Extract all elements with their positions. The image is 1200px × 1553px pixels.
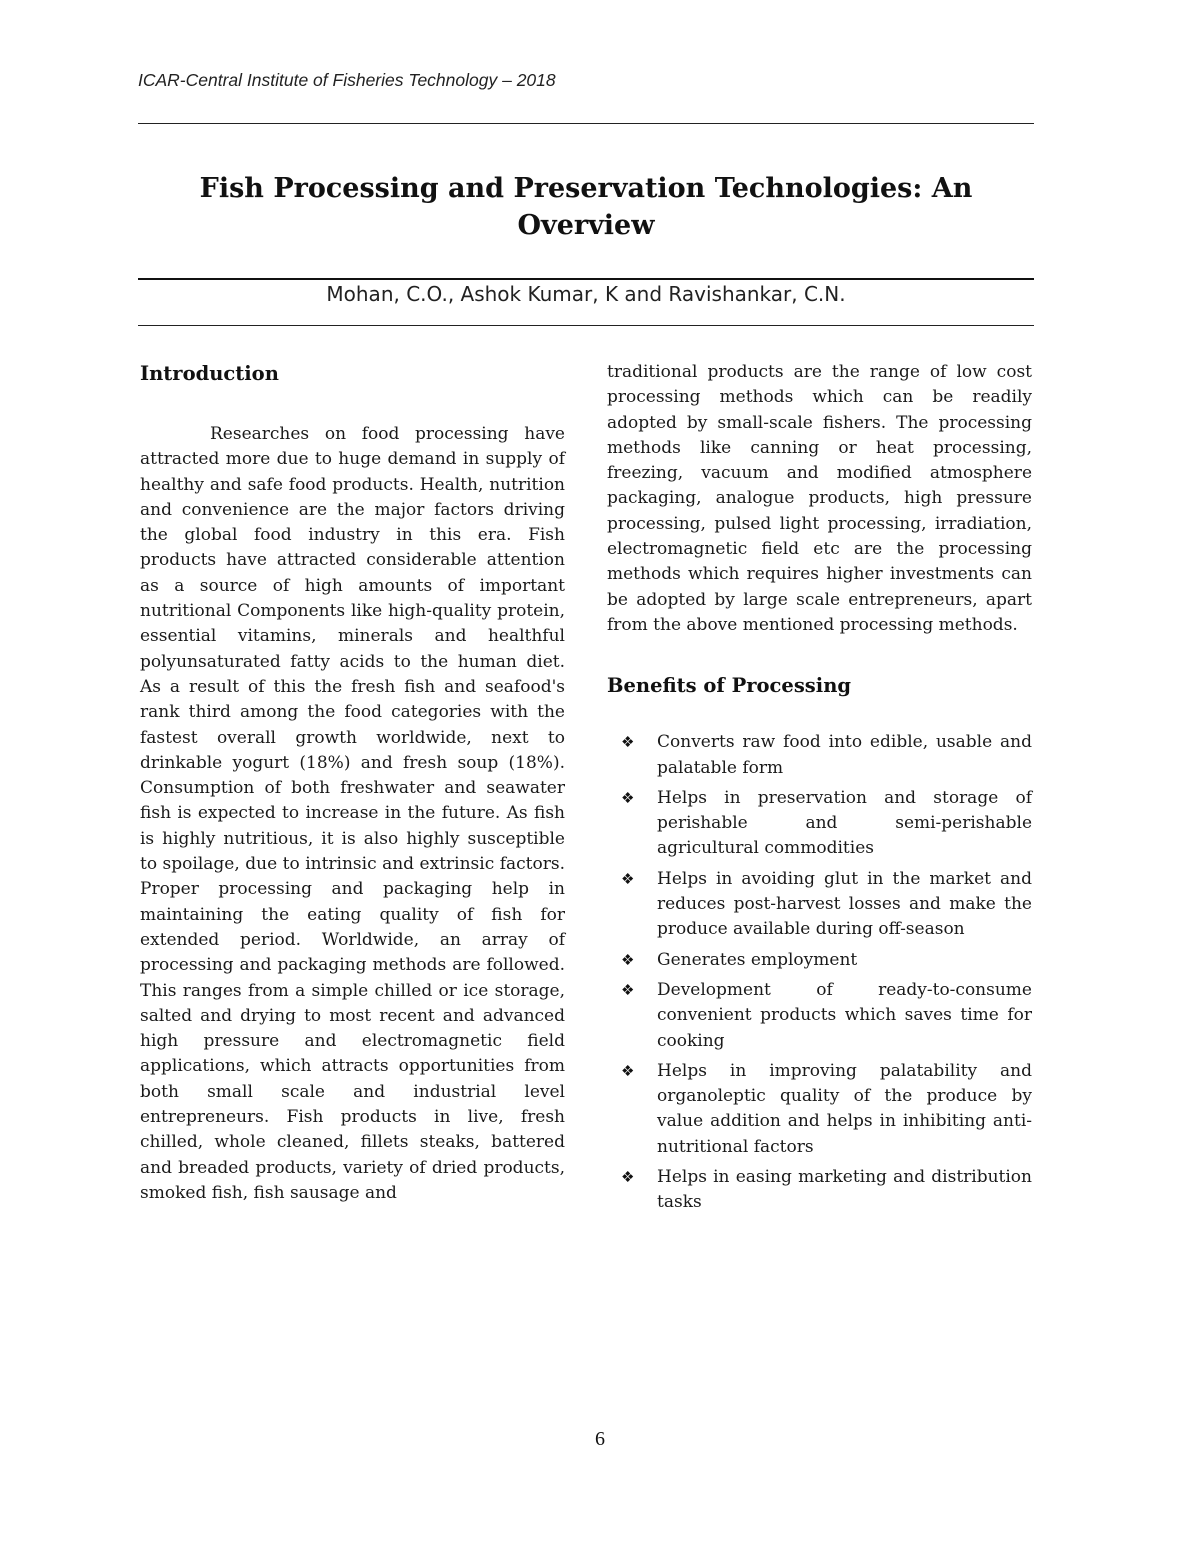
- diamond-bullet-icon: ❖: [621, 950, 635, 969]
- diamond-bullet-icon: ❖: [621, 1061, 635, 1080]
- list-item: ❖ Helps in avoiding glut in the market and reduces post-harvest losses and make the produce available during off-season: [621, 868, 1032, 940]
- list-item: ❖ Helps in preservation and storage of perishable and semi-perishable agricultural commodities: [621, 787, 1032, 859]
- diamond-bullet-icon: ❖: [621, 788, 635, 807]
- list-item: ❖ Helps in improving palatability and organoleptic quality of the produce by value addition and helps in inhibiting anti-nutritional factors: [621, 1060, 1032, 1157]
- page-number: 6: [595, 1428, 605, 1450]
- section-heading-benefits: Benefits of Processing: [607, 674, 852, 698]
- introduction-paragraph: Researches on food processing have attracted more due to huge demand in supply of healthy and safe food products. Health, nutrition and convenience are the major factors driving the global food industry in this era. Fish products have attracted considerable attention as a source of high amounts of important nutritional Components like high-quality protein, essential vitamins, minerals and healthful polyunsaturated fatty acids to the human diet. As a result of this the fresh fish and seafood's rank third among the food categories with the fastest overall growth worldwide, next to drinkable yogurt (18%) and fresh soup (18%). Consumption of both freshwater and seawater fish is expected to increase in the future. As fish is highly nutritious, it is also highly susceptible to spoilage, due to intrinsic and extrinsic factors. Proper processing and packaging help in maintaining the eating quality of fish for extended period. Worldwide, an array of processing and packaging methods are followed. This ranges from a simple chilled or ice storage, salted and drying to most recent and advanced high pressure and electromagnetic field applications, which attracts opportunities from both small scale and industrial level entrepreneurs. Fish products in live, fresh chilled, whole cleaned, fillets steaks, battered and breaded products, variety of dried products, smoked fish, fish sausage and: [140, 424, 565, 1203]
- author-divider: [138, 325, 1034, 326]
- right-column: [607, 360, 1032, 1221]
- benefits-list: [607, 730, 1032, 1215]
- title-divider: [138, 278, 1034, 280]
- diamond-bullet-icon: ❖: [621, 733, 635, 752]
- paper-title: Fish Processing and Preservation Technologies: An Overview: [199, 173, 973, 241]
- list-item: ❖ Helps in easing marketing and distribution tasks: [621, 1167, 1032, 1213]
- diamond-bullet-icon: ❖: [621, 1168, 635, 1187]
- diamond-bullet-icon: ❖: [621, 980, 635, 999]
- list-item: ❖ Converts raw food into edible, usable and palatable form: [621, 732, 1032, 778]
- list-item: ❖ Development of ready-to-consume convenient products which saves time for cooking: [621, 979, 1032, 1051]
- author-list: Mohan, C.O., Ashok Kumar, K and Ravishankar, C.N.: [326, 282, 846, 306]
- header-divider: [138, 123, 1034, 124]
- running-header: ICAR-Central Institute of Fisheries Technology – 2018: [138, 70, 556, 90]
- list-item: ❖ Generates employment: [607, 948, 1032, 973]
- left-column: [140, 360, 565, 1206]
- introduction-continuation: traditional products are the range of low cost processing methods which can be readily adopted by small-scale fishers. The processing methods like canning or heat processing, freezing, vacuum and modified atmosphere packaging, analogue products, high pressure processing, pulsed light processing, irradiation, electromagnetic field etc are the processing methods which requires higher investments can be adopted by large scale entrepreneurs, apart from the above mentioned processing methods.: [607, 362, 1032, 635]
- diamond-bullet-icon: ❖: [621, 869, 635, 888]
- section-heading-introduction: Introduction: [140, 362, 279, 385]
